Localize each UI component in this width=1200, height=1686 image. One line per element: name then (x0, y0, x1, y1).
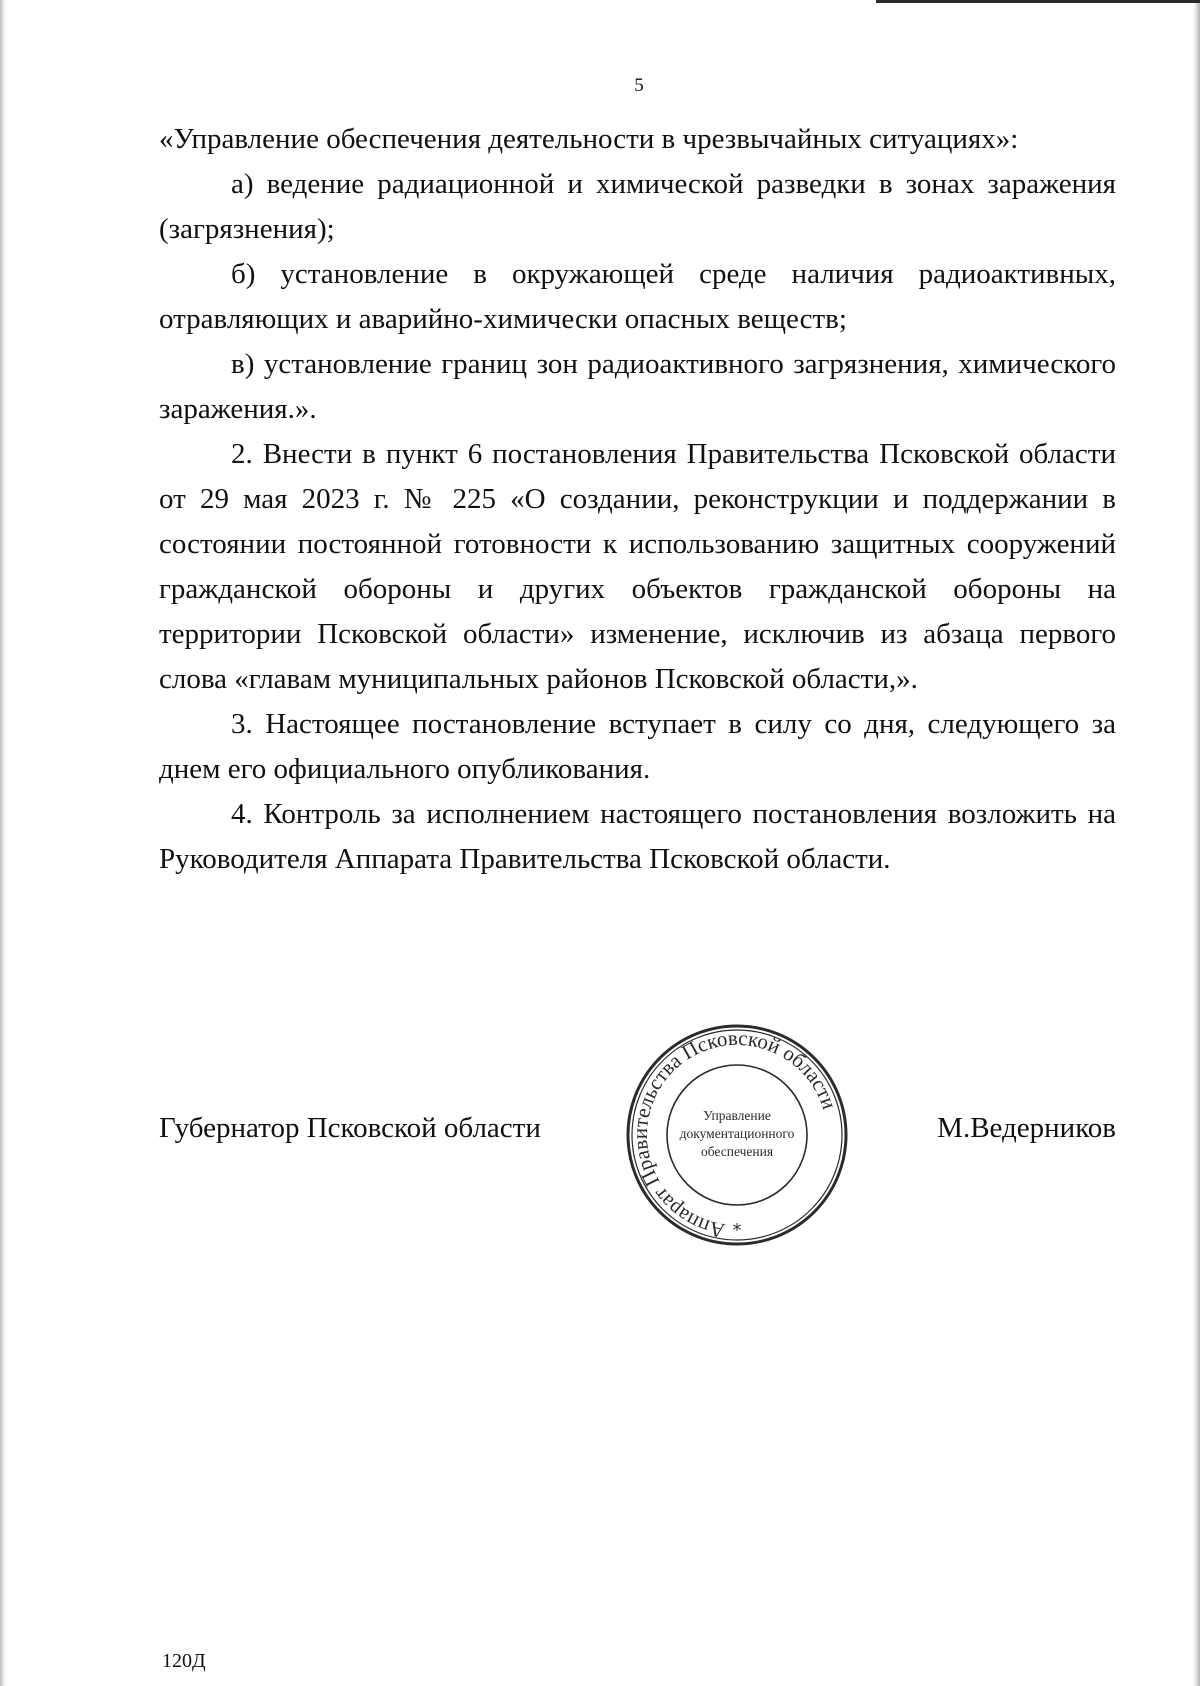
seal-inner-line-1: Управление (703, 1108, 771, 1123)
paragraph-item-v: в) установление границ зон радиоактивного загрязнения, химического заражения.». (159, 348, 1116, 425)
paragraph-item-a: а) ведение радиационной и химической разведки в зонах заражения (загрязнения); (159, 168, 1116, 245)
paragraph-clause-4: 4. Контроль за исполнением настоящего постановления возложить на Руководителя Аппарата Правительства Псковской области. (159, 798, 1116, 875)
document-footer-code: 120Д (162, 1650, 206, 1672)
paragraph-clause-3: 3. Настоящее постановление вступает в силу со дня, следующего за днем его официального опубликования. (159, 708, 1116, 785)
scan-edge-right (1193, 0, 1200, 1686)
document-body (159, 117, 1116, 882)
scan-top-line (876, 0, 1200, 3)
signatory-position: Губернатор Псковской области (159, 1112, 541, 1144)
official-seal (624, 1022, 850, 1248)
paragraph-clause-2: 2. Внести в пункт 6 постановления Правительства Псковской области от 29 мая 2023 г. № 225 «О создании, реконструкции и поддержании в состоянии постоянной готовности к использованию защитных сооружений гражданской обороны и других объектов гражданской обороны на территории Псковской области» изменение, исключив из абзаца первого слова «главам муниципальных районов Псковской области,». (159, 438, 1116, 695)
seal-graphic (624, 1022, 850, 1248)
seal-inner-line-2: документационного (679, 1126, 795, 1141)
paragraph-section-title: «Управление обеспечения деятельности в чрезвычайных ситуациях»: (159, 123, 1019, 155)
seal-inner-line-3: обеспечения (700, 1144, 774, 1159)
seal-star-mark: * (732, 1220, 742, 1241)
seal-outer-text: Аппарат Правительства Псковской области (627, 1025, 842, 1244)
signatory-name: М.Ведерников (937, 1112, 1116, 1144)
paragraph-item-b: б) установление в окружающей среде наличия радиоактивных, отравляющих и аварийно-химически опасных веществ; (159, 258, 1116, 335)
page-number: 5 (634, 75, 644, 96)
scan-edge-left (0, 0, 6, 1686)
